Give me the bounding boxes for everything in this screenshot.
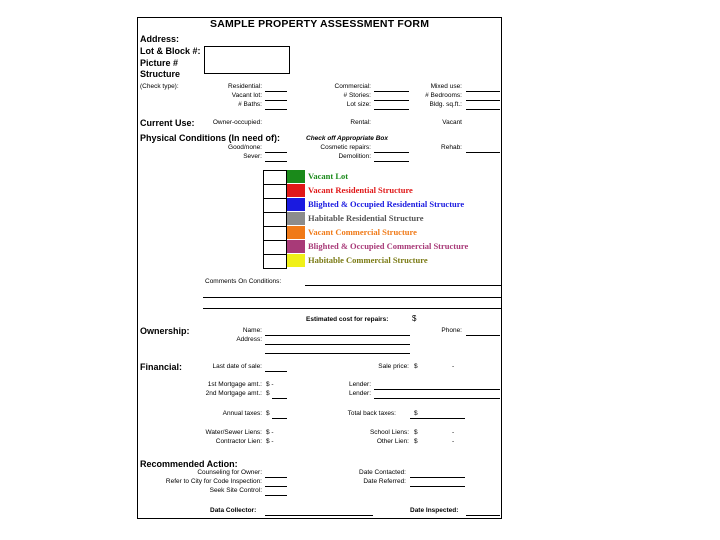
annual-taxes-value: $ [266,410,270,417]
baths-label: # Baths: [238,101,262,108]
bldg-sqft-field[interactable] [466,109,500,110]
refer-city-label: Refer to City for Code Inspection: [165,478,262,485]
first-mortgage-value: $ - [266,381,274,388]
vacant-label: Vacant [442,119,462,126]
legend-checkbox-vacant-commercial[interactable] [263,226,287,240]
commercial-label: Commercial: [334,83,371,90]
owner-occupied-label: Owner-occupied: [212,119,262,126]
second-mortgage-label: 2nd Mortgage amt.: [205,390,262,397]
last-sale-date-field[interactable] [265,371,287,372]
school-liens-value: $ [414,429,418,436]
owner-name-field[interactable] [265,335,410,336]
legend-checkbox-vacant-lot[interactable] [263,170,287,184]
water-sewer-label: Water/Sewer Liens: [205,429,262,436]
address-label: Address: [140,34,180,44]
lender2-label: Lender: [348,390,371,397]
legend-label-vacant-lot: Vacant Lot [308,171,349,181]
comments-label: Comments On Conditions: [205,278,282,285]
total-back-taxes-field[interactable] [410,418,465,419]
bedrooms-field[interactable] [466,100,500,101]
owner-phone-field[interactable] [466,335,500,336]
first-mortgage-label: 1st Mortgage amt.: [207,381,262,388]
legend-swatch-vacant-commercial [287,226,305,239]
stories-label: # Stories: [343,92,371,99]
legend-swatch-habitable-residential [287,212,305,225]
date-contacted-label: Date Contacted: [359,469,406,476]
legend-label-habitable-commercial: Habitable Commercial Structure [308,255,428,265]
sale-price-dash: - [452,363,455,370]
legend-label-habitable-residential: Habitable Residential Structure [308,213,424,223]
legend-label-vacant-residential: Vacant Residential Structure [308,185,413,195]
water-sewer-value: $ - [266,429,274,436]
picture-label: Picture # [140,58,179,68]
cosmetic-repairs-field[interactable] [374,152,409,153]
estimated-cost-label: Estimated cost for repairs: [306,316,389,323]
form-title: SAMPLE PROPERTY ASSESSMENT FORM [210,18,430,30]
contractor-lien-label: Contractor Lien: [215,438,262,445]
sever-label: Sever: [243,153,262,160]
legend-checkbox-blighted-commercial[interactable] [263,240,287,254]
last-sale-date-label: Last date of sale: [212,363,262,370]
cosmetic-repairs-label: Cosmetic repairs: [320,144,371,151]
ownership-label: Ownership: [140,326,190,336]
legend-checkbox-habitable-residential[interactable] [263,212,287,226]
school-liens-dash: - [452,429,455,436]
rental-label: Rental: [350,119,371,126]
total-back-taxes-value: $ [414,410,418,417]
bedrooms-label: # Bedrooms: [425,92,462,99]
picture-field[interactable] [204,46,290,74]
comments-line-1[interactable] [305,285,501,286]
date-inspected-label: Date Inspected: [410,507,459,514]
rehab-label: Rehab: [441,144,462,151]
seek-control-label: Seek Site Control: [209,487,262,494]
owner-name-label: Name: [242,327,262,334]
counseling-label: Counseling for Owner: [197,469,262,476]
school-liens-label: School Liens: [369,429,409,436]
commercial-field[interactable] [374,91,409,92]
sale-price-value: $ [414,363,418,370]
other-lien-dash: - [452,438,455,445]
lot-block-label: Lot & Block #: [140,46,201,56]
owner-address-field-1[interactable] [265,344,410,345]
residential-field[interactable] [265,91,287,92]
legend-swatch-blighted-commercial [287,240,305,253]
recommended-action-label: Recommended Action: [140,459,238,469]
other-lien-label: Other Lien: [376,438,409,445]
data-collector-label: Data Collector: [210,507,257,514]
legend-checkbox-vacant-residential[interactable] [263,184,287,198]
annual-taxes-label: Annual taxes: [222,410,262,417]
check-note: Check off Appropriate Box [306,135,388,142]
sever-field[interactable] [265,161,287,162]
refer-city-field[interactable] [265,486,287,487]
data-collector-field[interactable] [265,515,373,516]
vacant-lot-field[interactable] [265,100,287,101]
owner-phone-label: Phone: [441,327,462,334]
current-use-label: Current Use: [140,118,195,128]
lender1-field[interactable] [374,389,500,390]
date-referred-field[interactable] [410,486,465,487]
physical-conditions-label: Physical Conditions (In need of): [140,133,281,143]
owner-address-label: Address: [236,336,262,343]
lot-size-label: Lot size: [346,101,371,108]
lender1-label: Lender: [348,381,371,388]
demolition-field[interactable] [374,161,409,162]
comments-line-3[interactable] [203,308,501,309]
mixed-use-label: Mixed use: [430,83,462,90]
legend-swatch-blighted-residential [287,198,305,211]
vacant-lot-label: Vacant lot: [231,92,262,99]
structure-label: Structure [140,69,181,79]
financial-label: Financial: [140,362,183,372]
check-type-label: (Check type): [140,83,179,90]
total-back-taxes-label: Total back taxes: [347,410,396,417]
legend-label-blighted-residential: Blighted & Occupied Residential Structure [308,199,465,209]
stories-field[interactable] [374,100,409,101]
rehab-field[interactable] [466,152,500,153]
legend-label-blighted-commercial: Blighted & Occupied Commercial Structure [308,241,469,251]
good-none-field[interactable] [265,152,287,153]
date-inspected-field[interactable] [466,515,500,516]
second-mortgage-value: $ [266,390,270,397]
bldg-sqft-label: Bldg. sq.ft.: [429,101,462,108]
mixed-use-field[interactable] [466,91,500,92]
estimated-cost-dollar: $ [412,314,417,323]
legend-label-vacant-commercial: Vacant Commercial Structure [308,227,417,237]
second-mortgage-field[interactable] [272,398,287,399]
lot-size-field[interactable] [374,109,409,110]
owner-address-field-2[interactable] [265,353,410,354]
legend-swatch-vacant-lot [287,170,305,183]
annual-taxes-field[interactable] [272,418,287,419]
baths-field[interactable] [265,109,287,110]
demolition-label: Demolition: [338,153,371,160]
date-referred-label: Date Referred: [363,478,406,485]
legend-swatch-vacant-residential [287,184,305,197]
legend-checkbox-habitable-commercial[interactable] [263,254,287,269]
residential-label: Residential: [228,83,262,90]
seek-control-field[interactable] [265,495,287,496]
legend-swatch-habitable-commercial [287,254,305,267]
legend-checkbox-blighted-residential[interactable] [263,198,287,212]
contractor-lien-value: $ - [266,438,274,445]
comments-line-2[interactable] [203,297,501,298]
other-lien-value: $ [414,438,418,445]
date-contacted-field[interactable] [410,477,465,478]
lender2-field[interactable] [374,398,500,399]
sale-price-label: Sale price: [378,363,409,370]
good-none-label: Good/none: [228,144,262,151]
counseling-field[interactable] [265,477,287,478]
